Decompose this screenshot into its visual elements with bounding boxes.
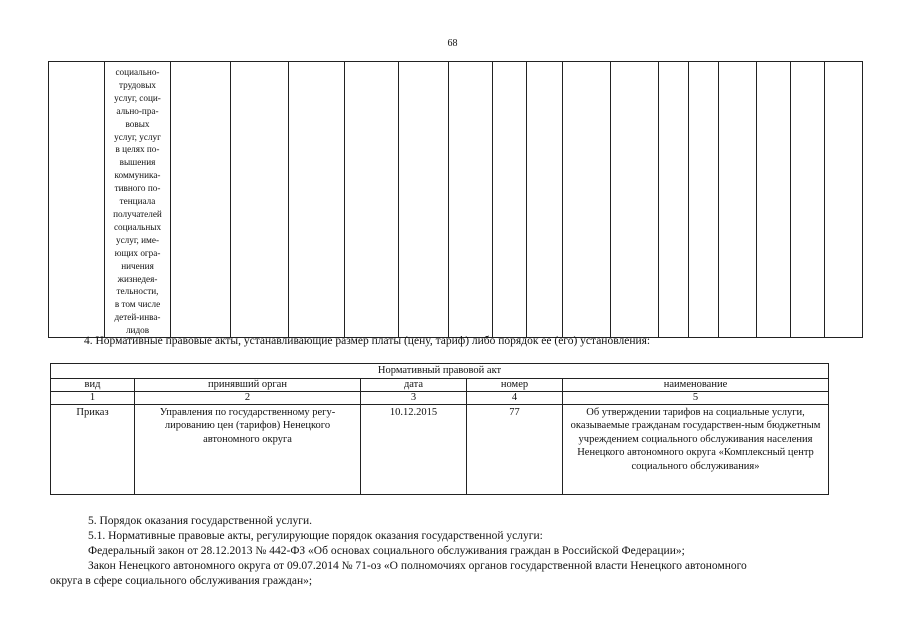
section-5-1-heading: 5.1. Нормативные правовые акты, регулирующие порядок оказания государственной услуги: — [88, 530, 543, 542]
table-row — [51, 404, 829, 494]
empty-cell — [689, 62, 719, 338]
empty-cell — [493, 62, 527, 338]
regional-law-line-2: округа в сфере социального обслуживания граждан»; — [50, 575, 313, 587]
empty-cell — [611, 62, 659, 338]
empty-cell — [171, 62, 231, 338]
federal-law-line: Федеральный закон от 28.12.2013 № 442-ФЗ «Об основах социального обслуживания граждан в Российской Федерации»; — [88, 545, 685, 557]
empty-cell — [825, 62, 863, 338]
empty-cell — [345, 62, 399, 338]
empty-cell — [563, 62, 611, 338]
regional-law-line-1: Закон Ненецкого автономного округа от 09.07.2014 № 71-оз «О полномочиях органов государственной власти Ненецкого автономного — [88, 560, 747, 572]
empty-cell — [449, 62, 493, 338]
column-header-name: наименование — [563, 378, 829, 391]
act-body: Управления по государственному регу-лированию цен (тарифов) Ненецкого автономного округа — [135, 404, 361, 494]
table-group-header: Нормативный правовой акт — [51, 364, 829, 379]
empty-cell — [659, 62, 689, 338]
empty-cell — [231, 62, 289, 338]
section-5-heading: 5. Порядок оказания государственной услуги. — [88, 515, 312, 527]
column-header-body: принявший орган — [135, 378, 361, 391]
empty-cell — [399, 62, 449, 338]
empty-cell — [527, 62, 563, 338]
empty-cell — [49, 62, 105, 338]
column-number: 3 — [361, 391, 467, 404]
normative-act-table — [50, 363, 829, 495]
empty-cell — [791, 62, 825, 338]
column-header-date: дата — [361, 378, 467, 391]
page-number: 68 — [447, 38, 458, 49]
column-header-kind: вид — [51, 378, 135, 391]
column-header-number: номер — [467, 378, 563, 391]
act-name: Об утверждении тарифов на социальные услуги, оказываемые гражданам государствен-ным бюджетным учреждением социального обслуживания населения Ненецкого автономного округа «Комплексный центр социального обслуживания» — [563, 404, 829, 494]
service-description-cell: социально- трудовых услуг, соци- ально-пра- вовых услуг, услуг в целях по- вышения коммуника- тивного по- тенциала получателей социальных услуг, име- ющих огра- ничения жизнедея- тельности, в том числе детей-инва- лидов — [105, 62, 171, 338]
empty-cell — [289, 62, 345, 338]
act-number: 77 — [467, 404, 563, 494]
act-date: 10.12.2015 — [361, 404, 467, 494]
act-kind: Приказ — [51, 404, 135, 494]
column-number: 5 — [563, 391, 829, 404]
column-number: 2 — [135, 391, 361, 404]
column-number: 4 — [467, 391, 563, 404]
empty-cell — [757, 62, 791, 338]
empty-cell — [719, 62, 757, 338]
continuation-table — [48, 61, 863, 338]
column-number: 1 — [51, 391, 135, 404]
section-4-heading: 4. Нормативные правовые акты, устанавливающие размер платы (цену, тариф) либо порядок ее (его) установления: — [84, 335, 651, 347]
